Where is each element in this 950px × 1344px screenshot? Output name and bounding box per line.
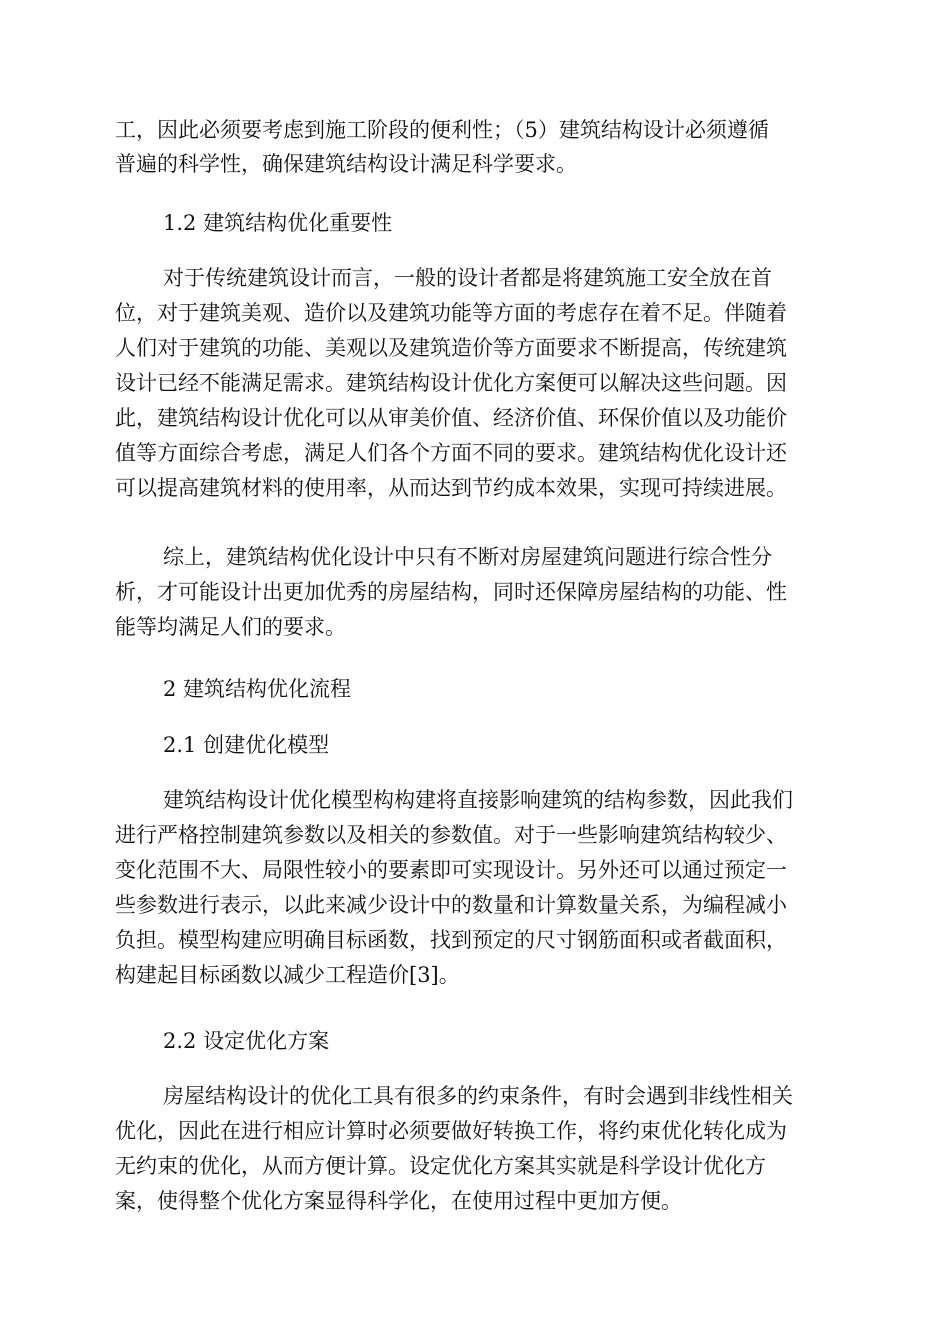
text-line: 无约束的优化，从而方便计算。设定优化方案其实就是科学设计优化方 xyxy=(115,1154,766,1178)
text-line: 些参数进行表示，以此来减少设计中的数量和计算数量关系，为编程减小 xyxy=(115,893,787,917)
section-heading-1-2: 1.2 建筑结构优化重要性 xyxy=(163,211,393,235)
text-line: 普遍的科学性，确保建筑结构设计满足科学要求。 xyxy=(115,152,577,176)
text-line: 案，使得整个优化方案显得科学化，在使用过程中更加方便。 xyxy=(115,1189,682,1213)
section-heading-2: 2 建筑结构优化流程 xyxy=(163,677,352,701)
text-line: 变化范围不大、局限性较小的要素即可实现设计。另外还可以通过预定一 xyxy=(115,858,787,882)
text-line: 房屋结构设计的优化工具有很多的约束条件，有时会遇到非线性相关 xyxy=(163,1084,793,1108)
text-line: 设计已经不能满足需求。建筑结构设计优化方案便可以解决这些问题。因 xyxy=(115,371,787,395)
text-line: 此，建筑结构设计优化可以从审美价值、经济价值、环保价值以及功能价 xyxy=(115,406,787,430)
text-line: 建筑结构设计优化模型构构建将直接影响建筑的结构参数，因此我们 xyxy=(163,788,793,812)
text-line: 负担。模型构建应明确目标函数，找到预定的尺寸钢筋面积或者截面积， xyxy=(115,928,787,952)
section-heading-2-2: 2.2 设定优化方案 xyxy=(163,1029,330,1053)
text-line: 可以提高建筑材料的使用率，从而达到节约成本效果，实现可持续进展。 xyxy=(115,476,787,500)
text-line: 工，因此必须要考虑到施工阶段的便利性；（5）建筑结构设计必须遵循 xyxy=(115,118,769,142)
text-line: 位，对于建筑美观、造价以及建筑功能等方面的考虑存在着不足。伴随着 xyxy=(115,301,787,325)
text-line: 进行严格控制建筑参数以及相关的参数值。对于一些影响建筑结构较少、 xyxy=(115,823,787,847)
text-line: 析，才可能设计出更加优秀的房屋结构，同时还保障房屋结构的功能、性 xyxy=(115,580,787,604)
text-line: 人们对于建筑的功能、美观以及建筑造价等方面要求不断提高，传统建筑 xyxy=(115,336,787,360)
text-line: 构建起目标函数以减少工程造价[3]。 xyxy=(115,963,460,987)
text-line: 值等方面综合考虑，满足人们各个方面不同的要求。建筑结构优化设计还 xyxy=(115,441,787,465)
section-heading-2-1: 2.1 创建优化模型 xyxy=(163,733,330,757)
text-line: 能等均满足人们的要求。 xyxy=(115,615,346,639)
text-line: 综上，建筑结构优化设计中只有不断对房屋建筑问题进行综合性分 xyxy=(163,545,772,569)
text-line: 对于传统建筑设计而言，一般的设计者都是将建筑施工安全放在首 xyxy=(163,266,772,290)
text-line: 优化，因此在进行相应计算时必须要做好转换工作，将约束优化转化成为 xyxy=(115,1119,787,1143)
